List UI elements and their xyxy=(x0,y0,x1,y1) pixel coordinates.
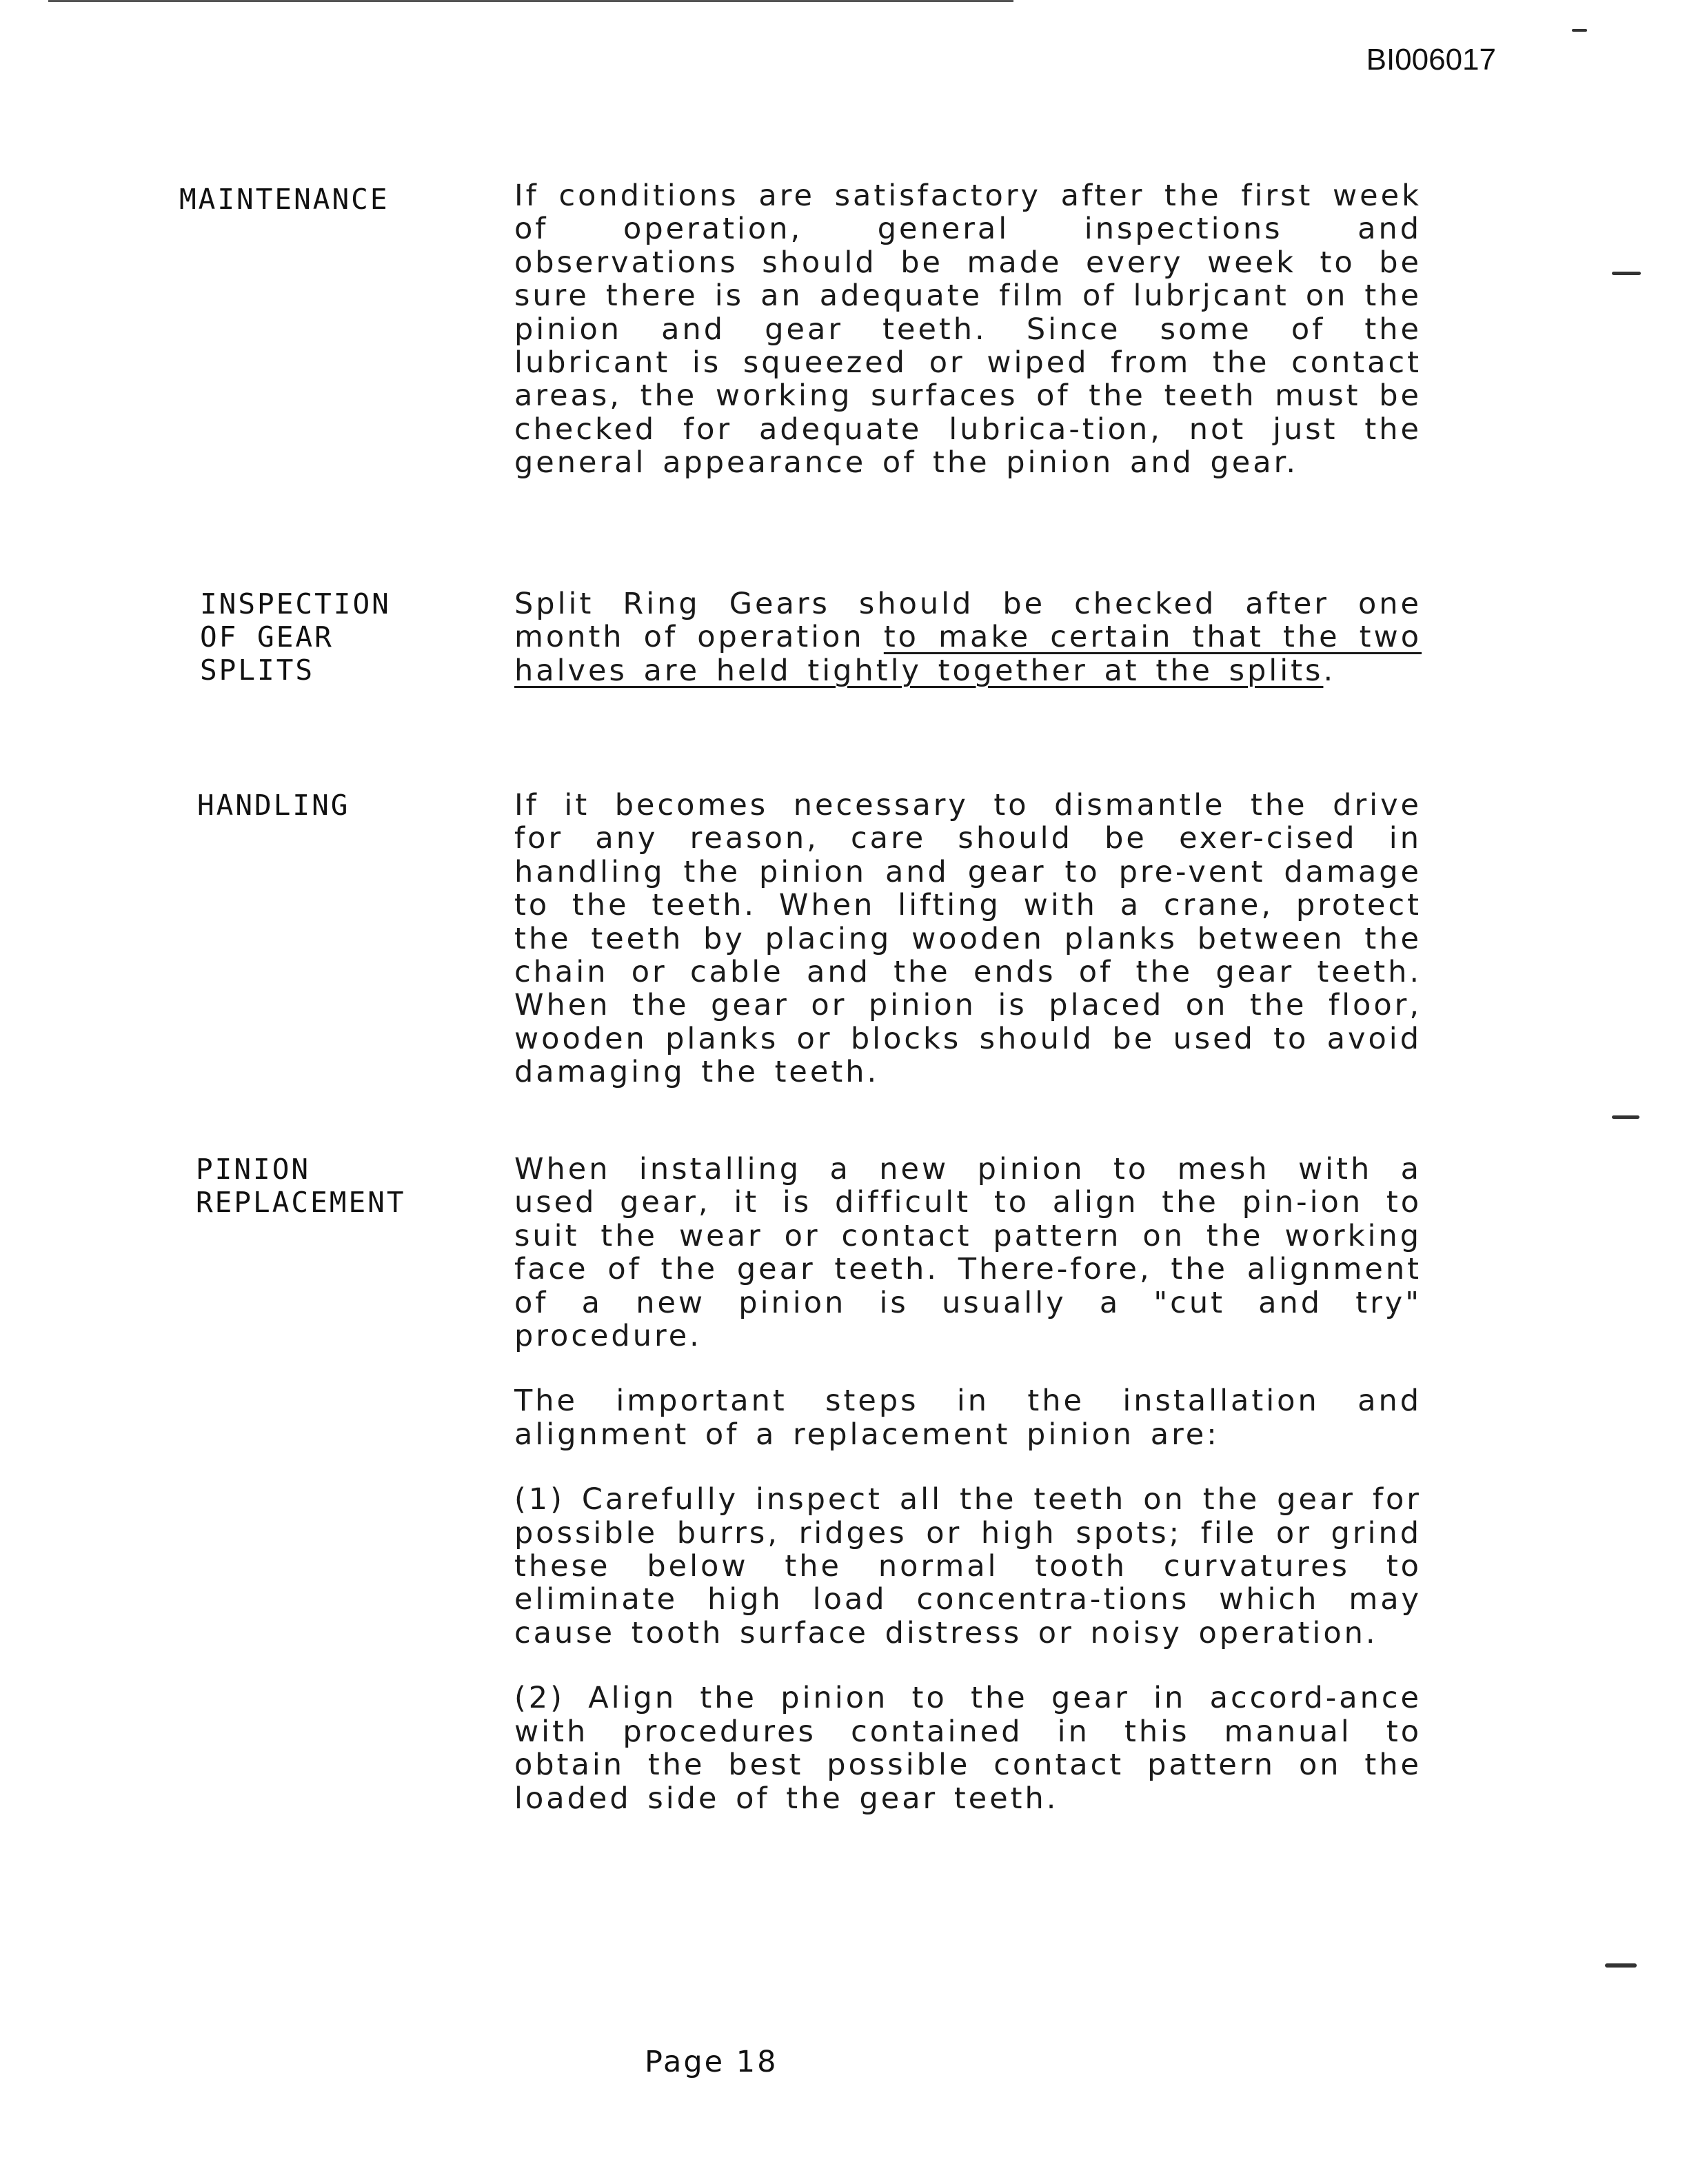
section-heading-inspection: INSPECTION OF GEAR SPLITS xyxy=(200,587,391,687)
scan-mark xyxy=(1612,1115,1639,1119)
page-number: Page 18 xyxy=(645,2045,778,2079)
paragraph: When installing a new pinion to mesh with a used gear, it is difficult to align the pin-ion to suit the wear or contact pattern on the working face of the gear teeth. There-fore, the alignment of a new pinion is usually a "cut and try" procedure. xyxy=(514,1152,1422,1354)
paragraph: (1) Carefully inspect all the teeth on the gear for possible burrs, ridges or high spots; file or grind these below the normal tooth curvatures to eliminate high load concentra-tions which may cause tooth surface distress or noisy operation. xyxy=(514,1482,1422,1650)
document-id: BI006017 xyxy=(1366,43,1496,77)
section-heading-pinion-replacement: PINION REPLACEMENT xyxy=(196,1153,406,1219)
section-body-pinion-replacement xyxy=(514,1153,1422,1847)
scan-mark xyxy=(1605,1963,1637,1968)
section-body-inspection xyxy=(514,587,1422,719)
section-body-maintenance xyxy=(514,179,1422,512)
paragraph xyxy=(514,587,1422,687)
underlined-phrase: to make certain that the two halves are held tightly together at the splits xyxy=(514,620,1422,688)
scan-mark xyxy=(1572,29,1587,32)
paragraph: If it becomes necessary to dismantle the drive for any reason, care should be exer-cised in handling the pinion and gear to pre-vent damage to the teeth. When lifting with a crane, protect the teeth by placing wooden planks between the chain or cable and the ends of the gear teeth. When the gear or pinion is placed on the floor, wooden planks or blocks should be used to avoid damaging the teeth. xyxy=(514,788,1422,1090)
paragraph: The important steps in the installation and alignment of a replacement pinion are: xyxy=(514,1384,1422,1452)
paragraph-end: . xyxy=(1323,653,1336,688)
section-heading-handling: HANDLING xyxy=(197,789,350,822)
scan-mark xyxy=(1612,272,1641,275)
paragraph: If conditions are satisfactory after the first week of operation, general inspections and observations should be made every week to be sure there is an adequate film of lubrjcant on the pinion and gear teeth. Since some of the lubricant is squeezed or wiped from the contact areas, the working surfaces of the teeth must be checked for adequate lubrica-tion, not just the general appearance of the pinion and gear. xyxy=(514,179,1422,481)
top-rule xyxy=(48,0,1013,2)
paragraph: (2) Align the pinion to the gear in accord-ance with procedures contained in this manual to obtain the best possible contact pattern on the loaded side of the gear teeth. xyxy=(514,1681,1422,1816)
section-body-handling xyxy=(514,789,1422,1121)
paragraph-lead: Split Ring Gears should be checked after one month of operation xyxy=(514,587,1422,655)
section-heading-maintenance: MAINTENANCE xyxy=(179,183,390,216)
